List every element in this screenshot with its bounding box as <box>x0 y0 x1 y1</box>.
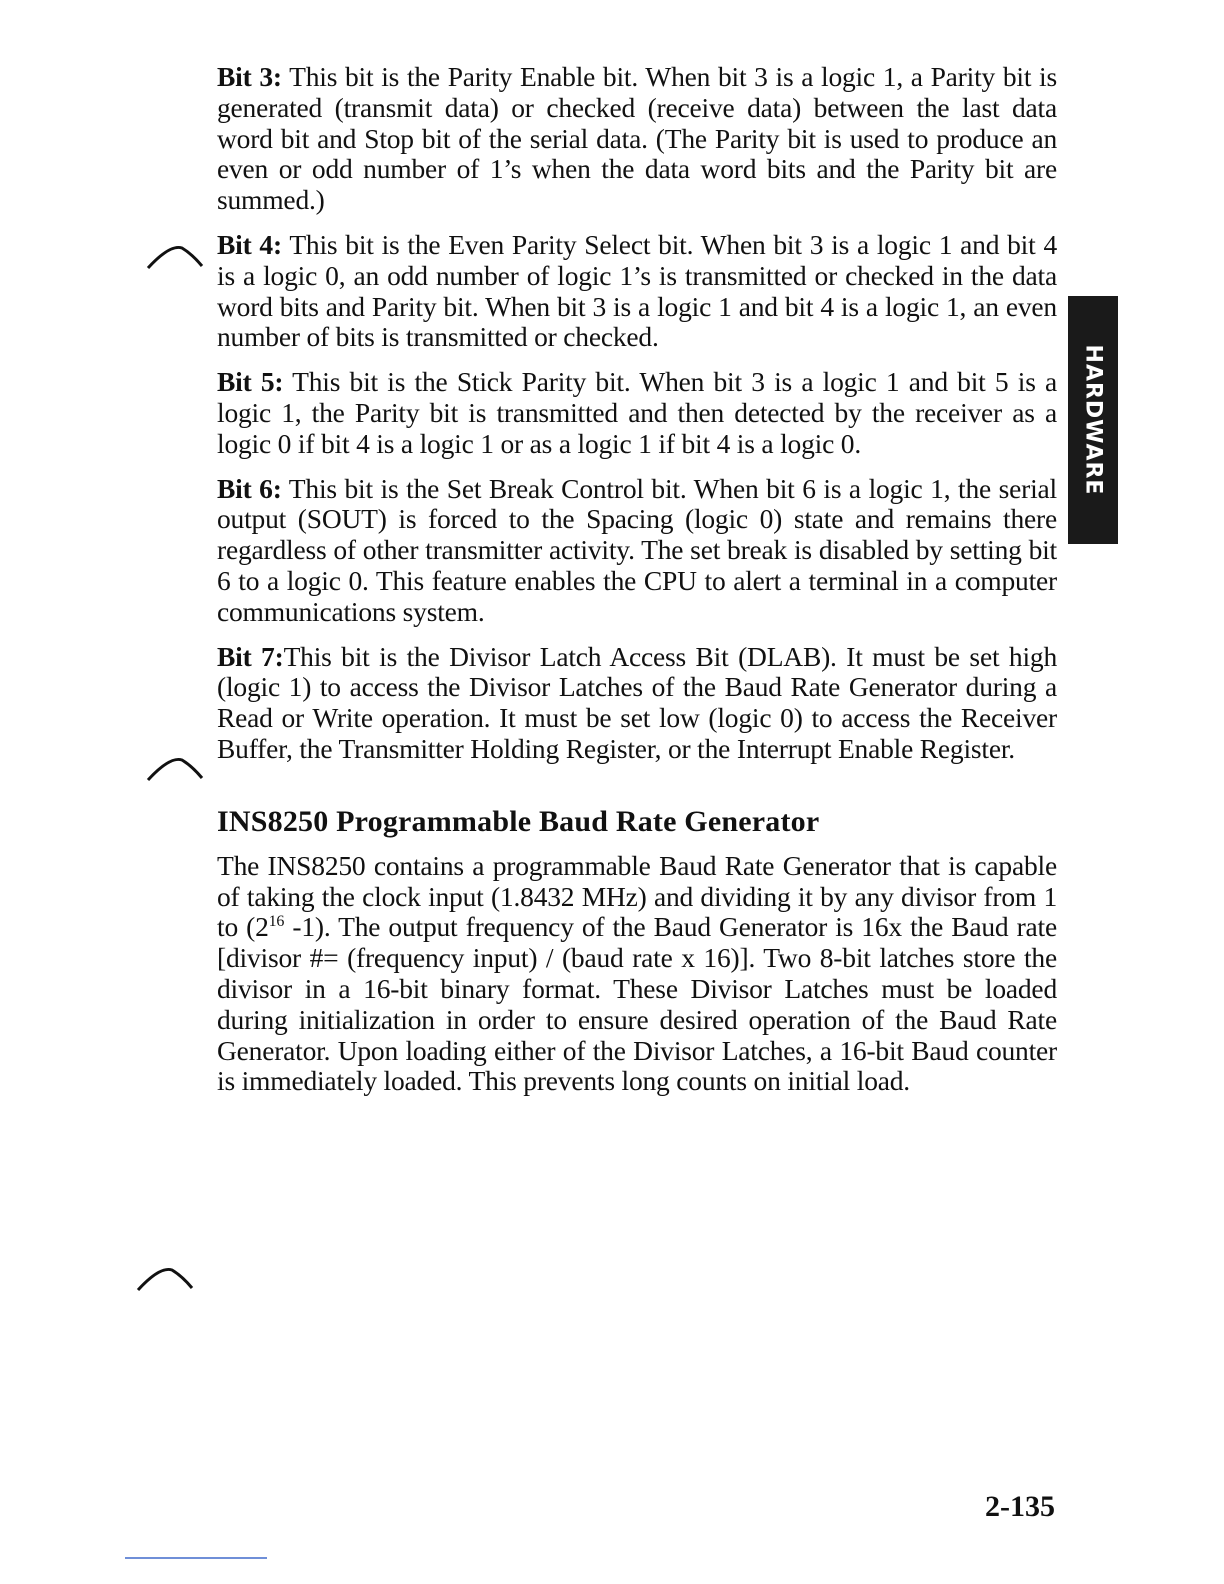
bit-4-label: Bit 4: <box>217 228 282 260</box>
section-body-part-1: The INS8250 contains a programmable Baud Rate Generator that is capable of taking the clock input (1.8432 MHz) and dividing it by any divisor from 1 to (2 <box>217 849 1057 943</box>
paragraph-bit-7 <box>217 642 1057 765</box>
section-heading: INS8250 Programmable Baud Rate Generator <box>217 804 820 838</box>
paragraph-bit-5 <box>217 367 1057 459</box>
footer-rule <box>125 1557 267 1559</box>
page-number: 2-135 <box>985 1490 1055 1523</box>
bit-7-label: Bit 7: <box>217 640 284 672</box>
paragraph-bit-4 <box>217 230 1057 353</box>
exponent-superscript: 16 <box>268 913 285 931</box>
bit-3-text: This bit is the Parity Enable bit. When bit 3 is a logic 1, a Parity bit is generated (transmit data) or checked (receive data) between the last data word bit and Stop bit of the serial data. (The Parity bit is used to produce an even or odd number of 1’s when the data word bits and the Parity bit are summed.) <box>217 61 1057 216</box>
bit-4-text: This bit is the Even Parity Select bit. When bit 3 is a logic 1 and bit 4 is a logic 0, an odd number of logic 1’s is transmitted or checked in the data word bits and Parity bit. When bit 3 is a logic 1 and bit 4 is a logic 1, an even number of bits is transmitted or checked. <box>217 228 1057 353</box>
main-content <box>217 62 1057 1111</box>
binder-hole-mark-icon <box>146 240 206 274</box>
bit-6-text: This bit is the Set Break Control bit. When bit 6 is a logic 1, the serial output (SOUT) is forced to the Spacing (logic 0) state and remains there regardless of other transmitter activity. The set break is disabled by setting bit 6 to a logic 0. This feature enables the CPU to alert a terminal in a computer communications system. <box>217 472 1057 627</box>
binder-hole-mark-icon <box>146 752 206 786</box>
bit-6-label: Bit 6: <box>217 472 282 504</box>
paragraph-bit-3 <box>217 62 1057 216</box>
side-tab-label: HARDWARE <box>1080 344 1106 496</box>
binder-hole-mark-icon <box>136 1262 196 1296</box>
section-body-part-2: -1). The output frequency of the Baud Generator is 16x the Baud rate [divisor #= (frequency input) / (baud rate x 16)]. Two 8-bit latches store the divisor in a 16-bit binary format. These Divisor Latches must be loaded during initialization in order to ensure desired operation of the Baud Rate Generator. Upon loading either of the Divisor Latches, a 16-bit Baud counter is immediately loaded. This prevents long counts on initial load. <box>217 911 1057 1097</box>
hardware-side-tab <box>1068 296 1118 544</box>
bit-3-label: Bit 3: <box>217 61 282 92</box>
bit-5-label: Bit 5: <box>217 366 284 398</box>
bit-7-text: This bit is the Divisor Latch Access Bit (DLAB). It must be set high (logic 1) to access the Divisor Latches of the Baud Rate Generator during a Read or Write operation. It must be set low (logic 0) to access the Receiver Buffer, the Transmitter Holding Register, or the Interrupt Enable Register. <box>217 640 1057 764</box>
paragraph-bit-6 <box>217 474 1057 628</box>
section-body <box>217 851 1057 1097</box>
bit-5-text: This bit is the Stick Parity bit. When bit 3 is a logic 1 and bit 5 is a logic 1, the Parity bit is transmitted and then detected by the receiver as a logic 0 if bit 4 is a logic 1 or as a logic 1 if bit 4 is a logic 0. <box>217 366 1057 459</box>
